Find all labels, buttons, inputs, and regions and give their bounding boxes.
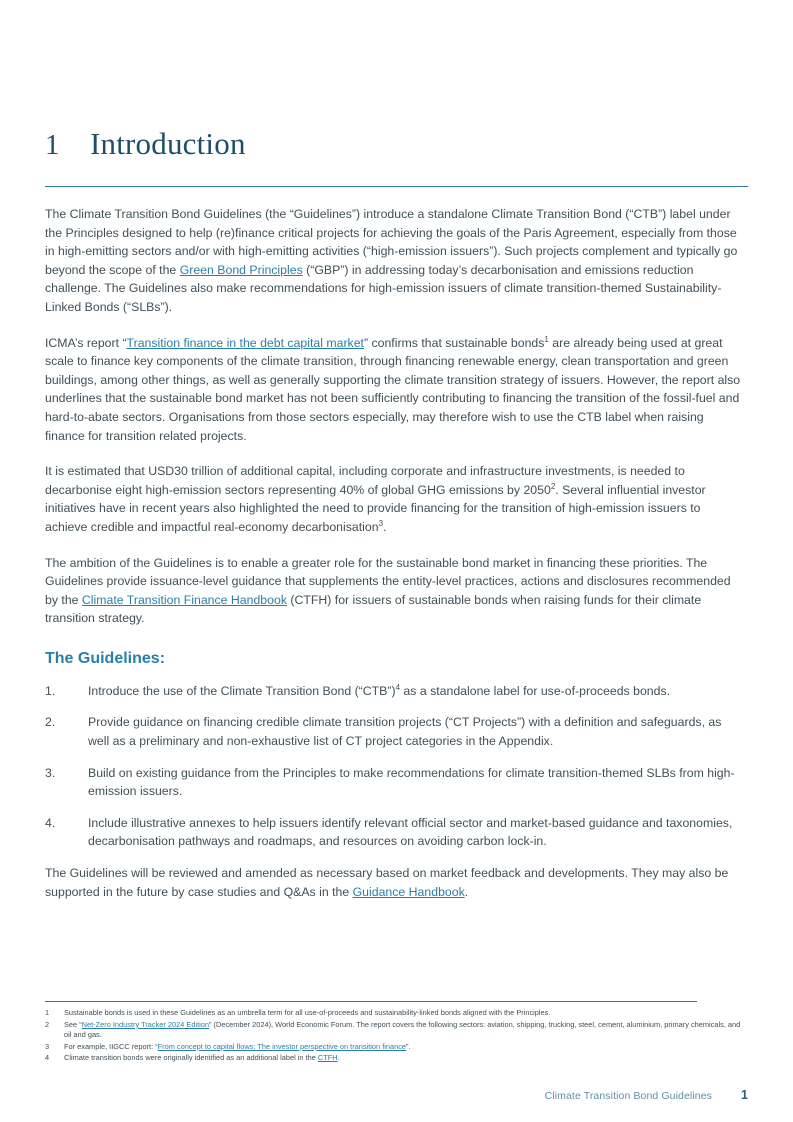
footnote-text-a: See “ <box>64 1019 82 1029</box>
paragraph-1-text-b: (“GBP”) in addressing today’s decarbonisation and emissions reduction challenge. The Guidelines also make recommendations for high-emission issuers of climate transition-themed Sustainability-Linked Bonds (“SLBs”). <box>45 262 722 314</box>
footer-page-number: 1 <box>741 1088 748 1102</box>
paragraph-3-text-b: . Several influential investor initiatives have in recent years also highlighted the need to provide financing for the transition of high-emission issuers to achieve credible and impactful real-economy decarbonisation <box>45 482 706 534</box>
page-title <box>45 126 748 162</box>
paragraph-2-text-a: ICMA’s report “ <box>45 335 127 350</box>
list-item-number: 1. <box>45 683 56 698</box>
chapter-number: 1 <box>45 129 60 161</box>
paragraph-closing-text-b: . <box>464 884 469 899</box>
paragraph-1-text-a: The Climate Transition Bond Guidelines (the “Guidelines”) introduce a standalone Climate Transition Bond (“CTB”) label under the Principles designed to help (re)finance critical projects for achieving the goals of the Paris Agreement, especially from those in high-emitting sectors and/or with high-emitting activities (“high-emission issuers”). Such projects complement and typically go beyond the scope of the <box>45 207 738 277</box>
document-body <box>45 205 745 918</box>
footnote-text-b: . <box>337 1053 340 1062</box>
paragraph-3-text-a: It is estimated that USD30 trillion of additional capital, including corporate and infrastructure investments, is needed to decarbonise eight high-emission sectors representing 40% of global GHG emissions by 2050 <box>45 464 685 497</box>
footnote-link-net-zero-industry-tracker[interactable]: Net-Zero Industry Tracker 2024 Edition <box>81 1019 210 1029</box>
section-heading-guidelines: The Guidelines: <box>45 649 166 667</box>
heading-divider <box>45 186 748 187</box>
footnote-text-a: Sustainable bonds is used in these Guidelines as an umbrella term for all use-of-proceeds and sustainability-linked bonds aligned with the Principles. <box>64 1008 551 1017</box>
list-item <box>45 713 745 750</box>
paragraph-4-text-a: The ambition of the Guidelines is to enable a greater role for the sustainable bond market in financing these priorities. The Guidelines provide issuance-level guidance that supplements the entity-level practices, actions and disclosures recommended by the <box>45 555 731 607</box>
footnote-number: 3 <box>45 1041 50 1051</box>
footnote-text-a: Climate transition bonds were originally identified as an additional label in the <box>64 1053 318 1062</box>
list-item-text-a: Build on existing guidance from the Principles to make recommendations for climate transition-themed SLBs from high-emission issuers. <box>88 765 735 799</box>
list-item <box>45 682 745 701</box>
list-item-text-a: Introduce the use of the Climate Transition Bond (“CTB”) <box>88 683 396 698</box>
list-item-number: 2. <box>45 715 56 730</box>
chapter-title: Introduction <box>90 126 246 161</box>
paragraph-1 <box>45 205 745 317</box>
list-item-number: 3. <box>45 765 56 780</box>
footnote-item <box>45 1042 745 1053</box>
footnote-divider <box>45 1001 697 1002</box>
list-item-text-a: Include illustrative annexes to help issuers identify relevant official sector and market-based guidance and taxonomies, decarbonisation pathways and roadmaps, and resources on avoiding carbon lock-in. <box>88 815 733 849</box>
footnote-number: 4 <box>45 1053 50 1062</box>
paragraph-3 <box>45 462 745 536</box>
list-item <box>45 764 745 801</box>
paragraph-3-text-c: . <box>383 519 387 534</box>
footnote-text-a: For example, IIGCC report: “ <box>64 1041 158 1051</box>
paragraph-closing-text-a: The Guidelines will be reviewed and amended as necessary based on market feedback and developments. They may also be supported in the future by case studies and Q&As in the <box>45 866 729 899</box>
footnote-ref-1[interactable]: 1 <box>544 334 549 344</box>
paragraph-4-text-b: (CTFH) for issuers of sustainable bonds when raising funds for their climate transition strategy. <box>45 592 702 626</box>
list-item-text-a: Provide guidance on financing credible climate transition projects (“CT Projects”) with a definition and safeguards, as well as a preliminary and non-exhaustive list of CT project categories in the Appendix. <box>88 715 722 749</box>
footnote-text-b: ”. <box>406 1041 411 1051</box>
paragraph-2 <box>45 334 745 446</box>
footnote-text-b: ” (December 2024), World Economic Forum. The report covers the following sectors: aviation, shipping, trucking, steel, cement, aluminium, primary chemicals, and oil and gas. <box>64 1019 741 1039</box>
list-item <box>45 814 745 851</box>
footnote-item <box>45 1020 745 1041</box>
link-transition-finance-report[interactable]: Transition finance in the debt capital market <box>126 335 364 350</box>
list-item-text-b: as a standalone label for use-of-proceeds bonds. <box>400 683 671 698</box>
footnote-ref-3[interactable]: 3 <box>378 518 384 528</box>
footnote-ref-2[interactable]: 2 <box>550 481 556 491</box>
footnote-link-iigcc-report[interactable]: From concept to capital flows: The investor perspective on transition finance <box>157 1041 407 1051</box>
link-green-bond-principles[interactable]: Green Bond Principles <box>179 262 303 277</box>
footnote-ref-4[interactable]: 4 <box>395 682 401 692</box>
link-climate-transition-finance-handbook[interactable]: Climate Transition Finance Handbook <box>81 592 287 607</box>
paragraph-4 <box>45 554 745 628</box>
paragraph-2-text-b: ” confirms that sustainable bonds <box>363 335 545 350</box>
paragraph-closing <box>45 864 745 901</box>
page-footer <box>45 1088 748 1102</box>
guidelines-list <box>45 682 745 851</box>
footnote-link-ctfh[interactable]: CTFH <box>317 1053 338 1062</box>
footnotes <box>45 1008 745 1065</box>
link-guidance-handbook[interactable]: Guidance Handbook <box>352 884 465 899</box>
footnote-number: 2 <box>45 1019 50 1029</box>
footnote-number: 1 <box>45 1008 50 1017</box>
footnote-item <box>45 1053 745 1064</box>
footnote-item <box>45 1008 745 1019</box>
footer-document-title: Climate Transition Bond Guidelines <box>544 1090 712 1102</box>
list-item-number: 4. <box>45 815 56 830</box>
paragraph-2-text-c: are already being used at great scale to finance key components of the climate transition, through financing renewable energy, clean transportation and green buildings, among other things, as well as generally supporting the climate transition strategy of issuers. However, the report also underlines that the sustainable bond market has not been sufficiently contributing to financing the transition of the fossil-fuel and hard-to-abate sectors. Organisations from those sectors especially, may therefore wish to use the CTB label when raising finance for transition related projects. <box>45 335 741 443</box>
